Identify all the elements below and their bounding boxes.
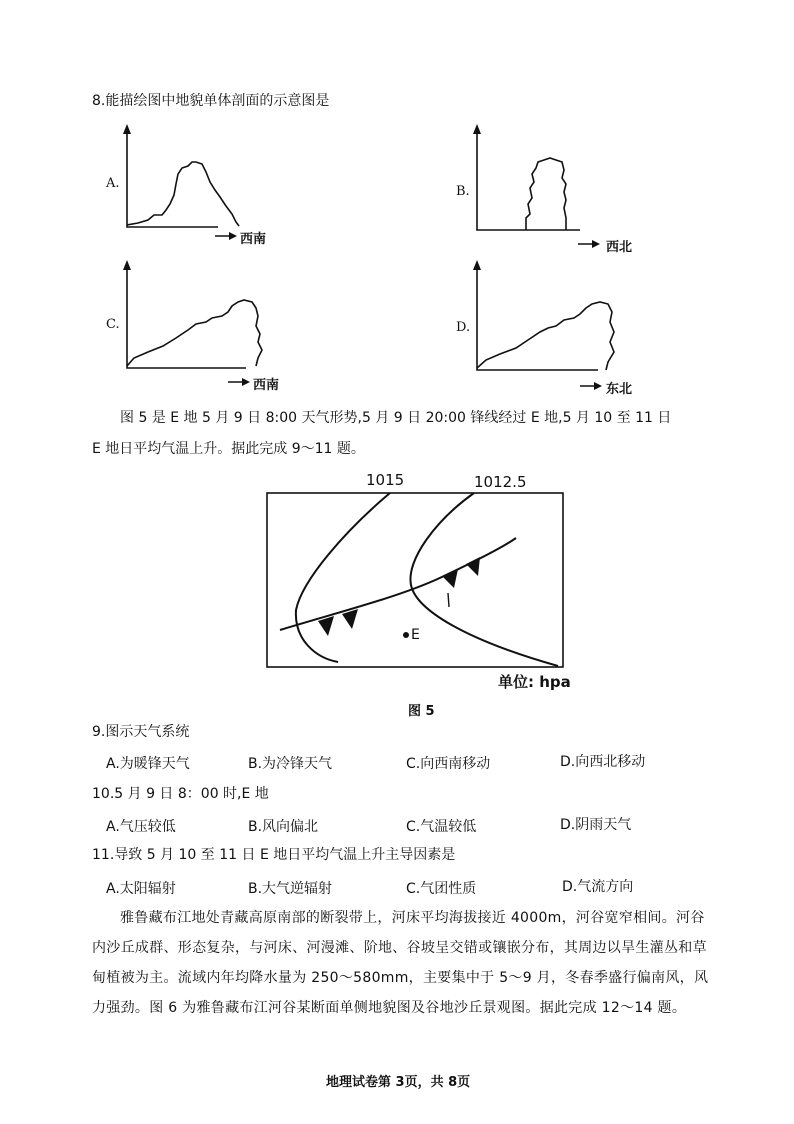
q10-stem: 10.5 月 9 日 8：00 时,E 地 <box>92 786 269 802</box>
panel-a-letter: A. <box>106 176 120 191</box>
fig5-unit: 单位: hpa <box>498 673 571 691</box>
panel-c-arrow-icon <box>228 377 254 387</box>
q9-stem: 9.图示天气系统 <box>92 724 190 740</box>
isobar-1012-5-label: 1012.5 <box>474 473 527 491</box>
isobar-1015 <box>296 493 390 662</box>
panel-b-letter: B. <box>456 184 470 199</box>
q9-option-c: C.向西南移动 <box>406 756 491 772</box>
q10-option-d: D.阴雨天气 <box>560 817 632 833</box>
panel-d-arrow-icon <box>580 381 606 391</box>
fig5-intro-line1: 图 5 是 E 地 5 月 9 日 8:00 天气形势,5 月 9 日 20:00 锋线经过 E 地,5 月 10 至 11 日 <box>120 410 672 426</box>
panel-b-arrow-icon <box>578 239 604 249</box>
q11-option-d: D.气流方向 <box>562 879 634 895</box>
panel-b-direction: 西北 <box>606 240 633 255</box>
q9-option-b: B.为冷锋天气 <box>248 756 333 772</box>
fig5-intro-line2: E 地日平均气温上升。据此完成 9～11 题。 <box>92 441 365 457</box>
point-e-marker <box>403 632 409 638</box>
front-triangle <box>466 557 480 576</box>
page-footer: 地理试卷第 3页，共 8页 <box>326 1075 471 1090</box>
front-triangle <box>442 569 458 588</box>
q9-option-d: D.向西北移动 <box>560 754 646 770</box>
panel-c-letter: C. <box>106 317 120 332</box>
q8-stem: 8.能描绘图中地貌单体剖面的示意图是 <box>92 93 330 109</box>
q11-option-a: A.太阳辐射 <box>106 881 176 897</box>
front-line <box>280 538 516 630</box>
q11-stem: 11.导致 5 月 10 至 11 日 E 地日平均气温上升主导因素是 <box>92 847 456 863</box>
panel-d-direction: 东北 <box>606 382 633 397</box>
q11-option-b: B.大气逆辐射 <box>248 881 333 897</box>
isobar-1012-5 <box>410 493 558 666</box>
panel-a-arrow-icon <box>215 231 241 241</box>
panel-d-profile <box>468 258 618 378</box>
panel-c-direction: 西南 <box>253 378 280 393</box>
panel-d-letter: D. <box>456 320 471 335</box>
isobar-1015-label: 1015 <box>366 471 405 489</box>
panel-b-profile <box>468 122 598 242</box>
panel-a-direction: 西南 <box>240 232 267 247</box>
q10-option-a: A.气压较低 <box>106 819 176 835</box>
q11-option-c: C.气团性质 <box>406 881 477 897</box>
panel-c-profile <box>118 258 268 378</box>
fig5-caption: 图 5 <box>408 704 435 719</box>
point-e-label: E <box>411 627 420 643</box>
q10-option-b: B.风向偏北 <box>248 819 319 835</box>
panel-a-profile <box>118 122 248 242</box>
q9-option-a: A.为暖锋天气 <box>106 756 190 772</box>
passage-text: 雅鲁藏布江地处青藏高原南部的断裂带上，河床平均海拔接近 4000m，河谷宽窄相间。河谷内沙丘成群、形态复杂，与河床、河漫滩、阶地、谷坡呈交错或镶嵌分布，其周边以旱生灌丛和草甸植被为主。流域内年均降水量为 250～580mm，主要集中于 5～9 月，冬春季盛行偏南风，风力强劲。图 6 为雅鲁藏布江河谷某断面单侧地貌图及谷地沙丘景观图。据此完成 12～14 题。 <box>92 910 709 1016</box>
q10-option-c: C.气温较低 <box>406 819 477 835</box>
